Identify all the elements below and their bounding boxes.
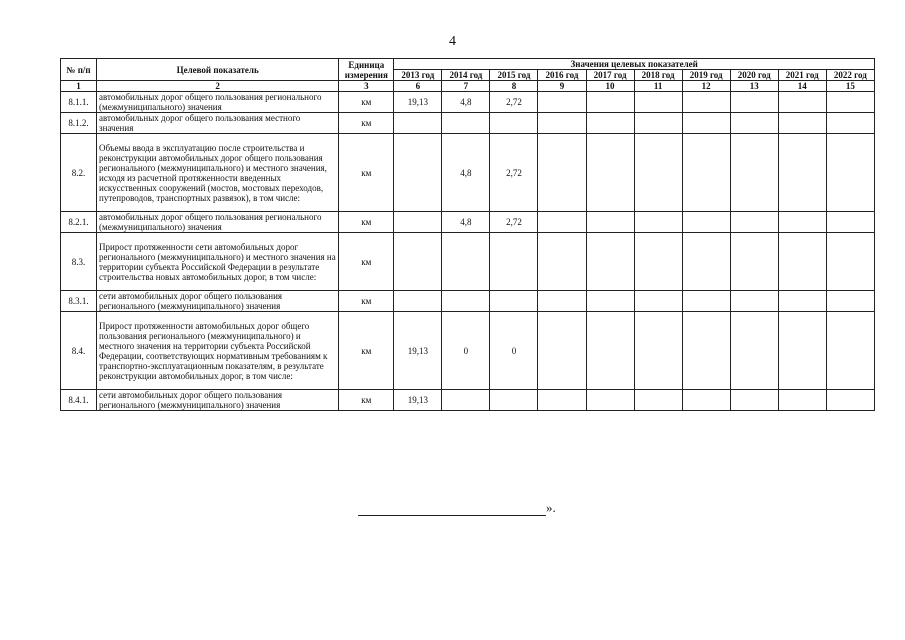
blank-line <box>358 501 546 516</box>
row-indicator-name: сети автомобильных дорог общего пользования регионального (межмуниципального) значения <box>97 291 339 312</box>
row-value <box>394 134 442 212</box>
table-row <box>61 233 875 291</box>
row-value <box>538 113 586 134</box>
row-value <box>586 113 634 134</box>
row-value <box>634 312 682 390</box>
row-value: 19,13 <box>394 312 442 390</box>
row-value <box>634 92 682 113</box>
row-value <box>682 134 730 212</box>
header-year: 2022 год <box>826 70 874 81</box>
row-value <box>730 312 778 390</box>
row-value <box>442 291 490 312</box>
header-year: 2021 год <box>778 70 826 81</box>
row-value <box>682 390 730 411</box>
row-value <box>586 390 634 411</box>
row-value <box>490 390 538 411</box>
row-value <box>538 312 586 390</box>
row-value <box>826 390 874 411</box>
row-value <box>634 134 682 212</box>
target-indicators-table <box>60 58 875 411</box>
row-number: 8.2. <box>61 134 97 212</box>
column-number: 11 <box>634 81 682 92</box>
row-value <box>538 134 586 212</box>
column-numbers-row <box>61 81 875 92</box>
header-year: 2018 год <box>634 70 682 81</box>
table-body <box>61 92 875 411</box>
row-unit: км <box>339 233 394 291</box>
row-value: 19,13 <box>394 390 442 411</box>
header-year: 2014 год <box>442 70 490 81</box>
page-number: 4 <box>449 34 456 49</box>
row-unit: км <box>339 291 394 312</box>
row-unit: км <box>339 113 394 134</box>
row-value <box>394 233 442 291</box>
column-number: 10 <box>586 81 634 92</box>
row-value <box>778 113 826 134</box>
header-values: Значения целевых показателей <box>394 59 875 70</box>
row-value <box>634 113 682 134</box>
closing-quote: ». <box>546 500 556 515</box>
row-number: 8.3.1. <box>61 291 97 312</box>
row-value <box>682 291 730 312</box>
table-row <box>61 312 875 390</box>
row-value <box>538 212 586 233</box>
row-value <box>778 390 826 411</box>
row-number: 8.4. <box>61 312 97 390</box>
row-value: 4,8 <box>442 212 490 233</box>
header-unit: Единица измерения <box>339 59 394 81</box>
row-value <box>682 113 730 134</box>
row-value <box>586 92 634 113</box>
row-indicator-name: сети автомобильных дорог общего пользования регионального (межмуниципального) значения <box>97 390 339 411</box>
row-value: 2,72 <box>490 92 538 113</box>
row-value <box>730 390 778 411</box>
row-value <box>730 291 778 312</box>
row-value <box>634 233 682 291</box>
row-value <box>586 291 634 312</box>
row-value <box>730 113 778 134</box>
row-value <box>730 233 778 291</box>
row-value <box>490 291 538 312</box>
row-value <box>442 233 490 291</box>
row-value <box>778 291 826 312</box>
row-value <box>538 233 586 291</box>
row-value <box>730 212 778 233</box>
row-indicator-name: автомобильных дорог общего пользования местного значения <box>97 113 339 134</box>
row-value: 4,8 <box>442 134 490 212</box>
row-value <box>538 291 586 312</box>
row-value <box>394 212 442 233</box>
column-number: 1 <box>61 81 97 92</box>
row-unit: км <box>339 92 394 113</box>
row-value <box>682 212 730 233</box>
row-value <box>826 291 874 312</box>
row-value <box>586 134 634 212</box>
table-row <box>61 92 875 113</box>
column-number: 9 <box>538 81 586 92</box>
row-value <box>682 233 730 291</box>
row-value <box>826 212 874 233</box>
table-row <box>61 113 875 134</box>
column-number: 12 <box>682 81 730 92</box>
row-value <box>826 134 874 212</box>
row-indicator-name: Прирост протяженности автомобильных дорог общего пользования регионального (межмуниципального) и местного значения на территории субъекта Российской Федерации, соответствующих нормативным требованиям к транспортно-эксплуатационным показателям, в результате реконструкции автомобильных дорог, в том числе: <box>97 312 339 390</box>
row-value: 0 <box>442 312 490 390</box>
row-value <box>826 233 874 291</box>
row-value <box>538 390 586 411</box>
closing-signature-line <box>358 500 558 516</box>
row-value <box>826 92 874 113</box>
row-indicator-name: автомобильных дорог общего пользования регионального (межмуниципального) значения <box>97 212 339 233</box>
row-unit: км <box>339 390 394 411</box>
header-year: 2020 год <box>730 70 778 81</box>
header-year: 2017 год <box>586 70 634 81</box>
row-value <box>730 134 778 212</box>
row-number: 8.1.2. <box>61 113 97 134</box>
row-value <box>394 291 442 312</box>
row-value: 4,8 <box>442 92 490 113</box>
row-value <box>394 113 442 134</box>
column-number: 2 <box>97 81 339 92</box>
column-number: 13 <box>730 81 778 92</box>
row-value <box>778 212 826 233</box>
table-row <box>61 390 875 411</box>
row-value: 2,72 <box>490 134 538 212</box>
header-indicator: Целевой показатель <box>97 59 339 81</box>
row-value <box>586 212 634 233</box>
row-value <box>586 233 634 291</box>
header-year: 2015 год <box>490 70 538 81</box>
row-indicator-name: автомобильных дорог общего пользования регионального (межмуниципального) значения <box>97 92 339 113</box>
row-value: 2,72 <box>490 212 538 233</box>
table-row <box>61 212 875 233</box>
row-number: 8.3. <box>61 233 97 291</box>
row-value <box>538 92 586 113</box>
row-value <box>490 233 538 291</box>
row-value <box>634 390 682 411</box>
row-value <box>586 312 634 390</box>
header-number: № п/п <box>61 59 97 81</box>
header-year: 2016 год <box>538 70 586 81</box>
column-number: 3 <box>339 81 394 92</box>
row-value: 19,13 <box>394 92 442 113</box>
row-number: 8.4.1. <box>61 390 97 411</box>
row-value <box>778 233 826 291</box>
row-indicator-name: Прирост протяженности сети автомобильных дорог регионального (межмуниципального) и местного значения на территории субъекта Российской Федерации в результате строительства новых автомобильных дорог, в том числе: <box>97 233 339 291</box>
row-value <box>826 113 874 134</box>
row-value <box>442 113 490 134</box>
row-value <box>634 291 682 312</box>
row-unit: км <box>339 134 394 212</box>
row-number: 8.1.1. <box>61 92 97 113</box>
row-value <box>634 212 682 233</box>
header-year: 2013 год <box>394 70 442 81</box>
column-number: 8 <box>490 81 538 92</box>
row-number: 8.2.1. <box>61 212 97 233</box>
row-unit: км <box>339 212 394 233</box>
row-value <box>778 134 826 212</box>
row-value <box>442 390 490 411</box>
row-indicator-name: Объемы ввода в эксплуатацию после строительства и реконструкции автомобильных дорог общего пользования регионального (межмуниципального) и местного значения, исходя из расчетной протяженности введенных искусственных сооружений (мостов, мостовых переходов, путепроводов, транспортных развязок), в том числе: <box>97 134 339 212</box>
header-year: 2019 год <box>682 70 730 81</box>
row-value <box>490 113 538 134</box>
row-unit: км <box>339 312 394 390</box>
column-number: 15 <box>826 81 874 92</box>
row-value: 0 <box>490 312 538 390</box>
row-value <box>682 312 730 390</box>
column-number: 7 <box>442 81 490 92</box>
table-row <box>61 134 875 212</box>
row-value <box>682 92 730 113</box>
table-row <box>61 291 875 312</box>
row-value <box>730 92 778 113</box>
column-number: 6 <box>394 81 442 92</box>
row-value <box>778 312 826 390</box>
row-value <box>778 92 826 113</box>
column-number: 14 <box>778 81 826 92</box>
row-value <box>826 312 874 390</box>
